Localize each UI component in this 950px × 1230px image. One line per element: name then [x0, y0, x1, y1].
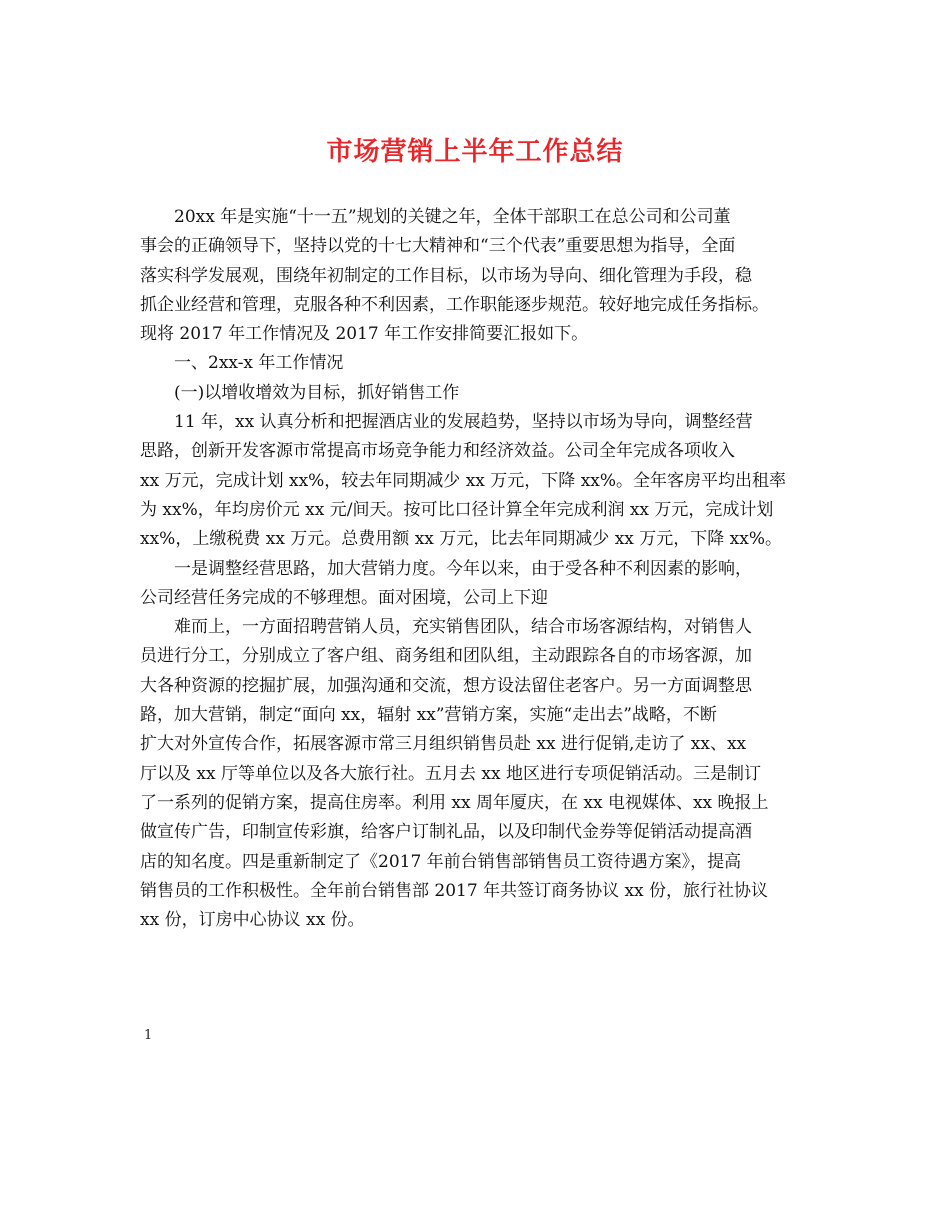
paragraph-line: 做宣传广告，印制宣传彩旗，给客户订制礼品，以及印制代金券等促销活动提高酒: [140, 822, 752, 843]
paragraph-line: 思路，创新开发客源市常提高市场竞争能力和经济效益。公司全年完成各项收入: [140, 441, 735, 462]
paragraph-line: xx 万元，完成计划 xx%，较去年同期减少 xx 万元，下降 xx%。全年客房平均出租率: [140, 470, 787, 491]
paragraph-line: 扩大对外宣传合作，拓展客源市常三月组织销售员赴 xx 进行促销,走访了 xx、xx: [140, 734, 747, 755]
document-body: [140, 203, 830, 935]
paragraph-line: 20xx 年是实施“十一五”规划的关键之年，全体干部职工在总公司和公司董: [174, 207, 731, 227]
paragraph-line: 了一系列的促销方案，提高住房率。利用 xx 周年厦庆，在 xx 电视媒体、xx 晚报上: [140, 792, 769, 813]
paragraph-line: 员进行分工，分别成立了客户组、商务组和团队组，主动跟踪各自的市场客源，加: [140, 646, 752, 667]
paragraph-line: 大各种资源的挖掘扩展，加强沟通和交流，想方设法留住老客户。另一方面调整思: [140, 675, 752, 696]
subsection-heading: (一)以增收增效为目标，抓好销售工作: [174, 382, 460, 403]
page-number: 1: [144, 1028, 153, 1043]
paragraph-line: 一是调整经营思路，加大营销力度。今年以来，由于受各种不利因素的影响，: [174, 558, 752, 579]
paragraph-line: 厅以及 xx 厅等单位以及各大旅行社。五月去 xx 地区进行专项促销活动。三是制订: [140, 763, 761, 784]
paragraph-line: 抓企业经营和管理，克服各种不利因素，工作职能逐步规范。较好地完成任务指标。: [140, 294, 769, 315]
paragraph-line: 公司经营任务完成的不够理想。面对困境，公司上下迎: [140, 587, 548, 608]
paragraph-line: 店的知名度。四是重新制定了《2017 年前台销售部销售员工资待遇方案》，提高: [140, 851, 742, 872]
paragraph-line: xx 份，订房中心协议 xx 份。: [140, 910, 365, 931]
paragraph-line: 销售员的工作积极性。全年前台销售部 2017 年共签订商务协议 xx 份，旅行社协议: [140, 880, 769, 901]
paragraph-line: 11 年，xx 认真分析和把握酒店业的发展趋势，坚持以市场为导向，调整经营: [174, 412, 753, 433]
paragraph-line: 落实科学发展观，围绕年初制定的工作目标，以市场为导向、细化管理为手段，稳: [140, 265, 752, 286]
section-heading: 一、2xx-x 年工作情况: [174, 353, 344, 374]
paragraph-line: xx%，上缴税费 xx 万元。总费用额 xx 万元，比去年同期减少 xx 万元，下降 xx%。: [140, 529, 783, 550]
document-title: 市场营销上半年工作总结: [326, 137, 624, 167]
paragraph-line: 难而上，一方面招聘营销人员，充实销售团队，结合市场客源结构，对销售人: [174, 617, 752, 638]
paragraph-line: 现将 2017 年工作情况及 2017 年工作安排简要汇报如下。: [140, 324, 589, 345]
paragraph-line: 为 xx%，年均房价元 xx 元/间天。按可比口径计算全年完成利润 xx 万元，完成计划: [140, 499, 774, 520]
paragraph-line: 路，加大营销，制定“面向 xx，辐射 xx”营销方案，实施“走出去”战略，不断: [140, 705, 717, 726]
paragraph-line: 事会的正确领导下，坚持以党的十七大精神和“三个代表”重要思想为指导，全面: [140, 236, 736, 257]
